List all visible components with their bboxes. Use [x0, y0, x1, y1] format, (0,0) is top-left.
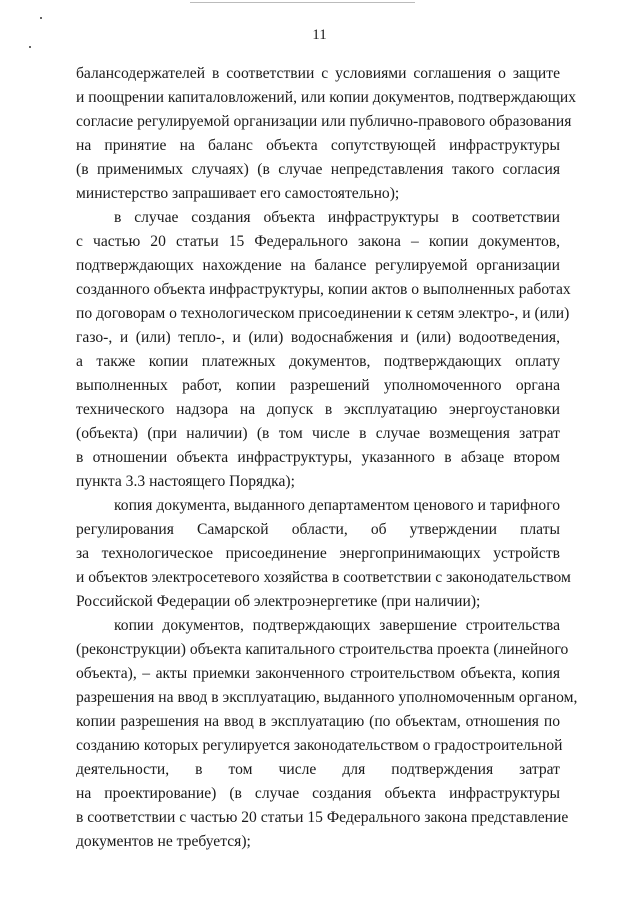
text-line: балансодержателей в соответствии с условиями соглашения о защите [76, 65, 560, 82]
text-line: на проектирование) (в случае создания объекта инфраструктуры [76, 785, 560, 802]
text-line: и объектов электросетевого хозяйства в соответствии с законодательством [76, 569, 571, 586]
text-line: с частью 20 статьи 15 Федерального закона – копии документов, [76, 233, 560, 250]
text-line: (реконструкции) объекта капитального строительства проекта (линейного [76, 641, 569, 658]
text-line: деятельности, в том числе для подтверждения затрат [76, 761, 560, 778]
text-line: в отношении объекта инфраструктуры, указанного в абзаце втором [76, 449, 560, 466]
paragraph [76, 206, 571, 494]
text-line: копии разрешения на ввод в эксплуатацию (по объектам, отношения по [76, 713, 560, 730]
scan-speck [40, 17, 42, 19]
text-line: документов не требуется); [76, 833, 251, 850]
text-line: подтверждающих нахождение на балансе регулируемой организации [76, 257, 560, 274]
text-line: на принятие на баланс объекта сопутствующей инфраструктуры [76, 137, 560, 154]
text-line: регулирования Самарской области, об утверждении платы [76, 521, 560, 538]
text-line: созданного объекта инфраструктуры, копии актов о выполненных работах [76, 281, 571, 298]
document-body [76, 62, 578, 854]
text-line: за технологическое присоединение энергопринимающих устройств [76, 545, 560, 562]
text-line: Российской Федерации об электроэнергетике (при наличии); [76, 593, 481, 610]
text-line: технического надзора на допуск в эксплуатацию энергоустановки [76, 401, 560, 418]
text-line: и поощрении капиталовложений, или копии документов, подтверждающих [76, 89, 577, 106]
text-line: (в применимых случаях) (в случае непредставления такого согласия [76, 161, 560, 178]
paragraph [76, 62, 577, 206]
paragraph [76, 614, 578, 854]
text-line: в соответствии с частью 20 статьи 15 Федерального закона представление [76, 809, 569, 826]
text-line: согласие регулируемой организации или публично-правового образования [76, 113, 572, 130]
page-number: 11 [312, 27, 327, 43]
text-line: объекта), – акты приемки законченного строительством объекта, копия [76, 665, 560, 682]
text-line: созданию которых регулируется законодательством о градостроительной [76, 737, 563, 754]
text-line: а также копии платежных документов, подтверждающих оплату [76, 353, 560, 370]
paragraph [76, 494, 571, 614]
text-line: выполненных работ, копии разрешений уполномоченного органа [76, 377, 560, 394]
scan-speck [29, 46, 31, 48]
text-line: копия документа, выданного департаментом ценового и тарифного [114, 497, 560, 514]
text-line: по договорам о технологическом присоединении к сетям электро-, и (или) [76, 305, 570, 322]
text-line: газо-, и (или) тепло-, и (или) водоснабжения и (или) водоотведения, [76, 329, 560, 346]
text-line: разрешения на ввод в эксплуатацию, выданного уполномоченным органом, [76, 689, 578, 706]
text-line: министерство запрашивает его самостоятельно); [76, 185, 400, 202]
text-line: пункта 3.3 настоящего Порядка); [76, 473, 295, 490]
text-line: копии документов, подтверждающих завершение строительства [114, 617, 560, 634]
text-line: в случае создания объекта инфраструктуры в соответствии [114, 209, 560, 226]
text-line: (объекта) (при наличии) (в том числе в случае возмещения затрат [76, 425, 560, 442]
scan-edge-line [190, 2, 415, 3]
